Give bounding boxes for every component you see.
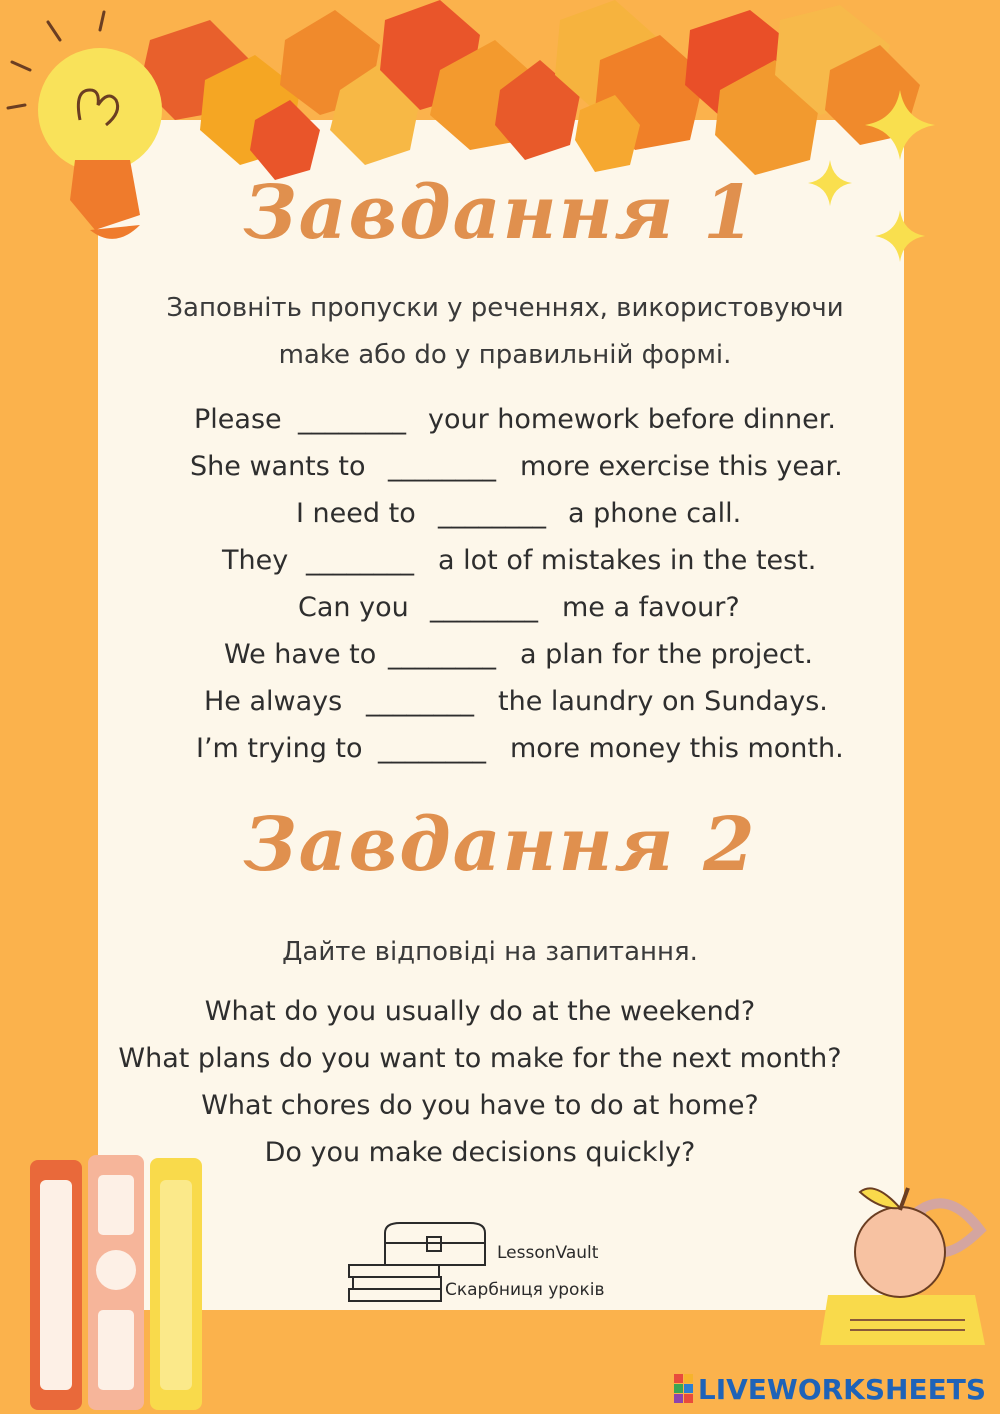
sentence-before: Can you	[298, 592, 409, 623]
sentence-before: He always	[204, 686, 343, 717]
sentence-after: the laundry on Sundays.	[498, 686, 828, 717]
task1-instruction-line1: Заповніть пропуски у реченнях, використовуючи	[166, 293, 844, 323]
logo-name: LessonVault	[497, 1243, 599, 1263]
sentence-row	[0, 725, 1000, 772]
blank-field[interactable]: ________	[366, 686, 474, 717]
sentence-after: a phone call.	[568, 498, 742, 529]
blank-field[interactable]: ________	[298, 404, 406, 435]
blank-field[interactable]: ________	[378, 733, 486, 764]
sentence-before: I’m trying to	[196, 733, 363, 764]
blank-field[interactable]: ________	[306, 545, 414, 576]
task1-instruction-line2: make або do у правильній формі.	[278, 340, 732, 370]
blank-field[interactable]: ________	[430, 592, 538, 623]
sentence-row	[0, 396, 1000, 443]
sentence-before: She wants to	[190, 451, 366, 482]
liveworksheets-label: LIVEWORKSHEETS	[697, 1372, 986, 1406]
question-item: What do you usually do at the weekend?	[204, 996, 756, 1027]
task1-title: Завдання 1	[243, 170, 757, 256]
books-decoration	[20, 1150, 210, 1414]
blank-field[interactable]: ________	[438, 498, 546, 529]
blank-field[interactable]: ________	[388, 451, 496, 482]
sentence-row	[0, 631, 1000, 678]
question-item: What chores do you have to do at home?	[201, 1090, 759, 1121]
liveworksheets-brand[interactable]	[674, 1372, 986, 1406]
sentence-row	[0, 537, 1000, 584]
sentence-row	[0, 584, 1000, 631]
question-item: Do you make decisions quickly?	[264, 1137, 696, 1168]
blank-field[interactable]: ________	[388, 639, 496, 670]
task2-question-list	[0, 988, 960, 1176]
sentence-after: more exercise this year.	[520, 451, 843, 482]
sentence-before: Please	[194, 404, 282, 435]
sentence-row	[0, 490, 1000, 537]
sentence-after: a plan for the project.	[520, 639, 813, 670]
sentence-row	[0, 443, 1000, 490]
sentence-after: me a favour?	[562, 592, 740, 623]
task1-sentence-list	[0, 396, 1000, 772]
logo-subtitle: Скарбниця уроків	[445, 1280, 605, 1300]
question-item: What plans do you want to make for the next month?	[118, 1043, 842, 1074]
sentence-before: We have to	[224, 639, 377, 670]
sentence-after: more money this month.	[510, 733, 844, 764]
sentence-before: I need to	[296, 498, 416, 529]
sentence-before: They	[222, 545, 289, 576]
sentence-row	[0, 678, 1000, 725]
sentence-after: your homework before dinner.	[428, 404, 836, 435]
sentence-after: a lot of mistakes in the test.	[438, 545, 817, 576]
task2-instruction: Дайте відповіді на запитання.	[282, 937, 698, 967]
liveworksheets-logo-icon	[674, 1374, 694, 1404]
apple-icon	[800, 1170, 1000, 1370]
task2-title: Завдання 2	[243, 802, 757, 888]
